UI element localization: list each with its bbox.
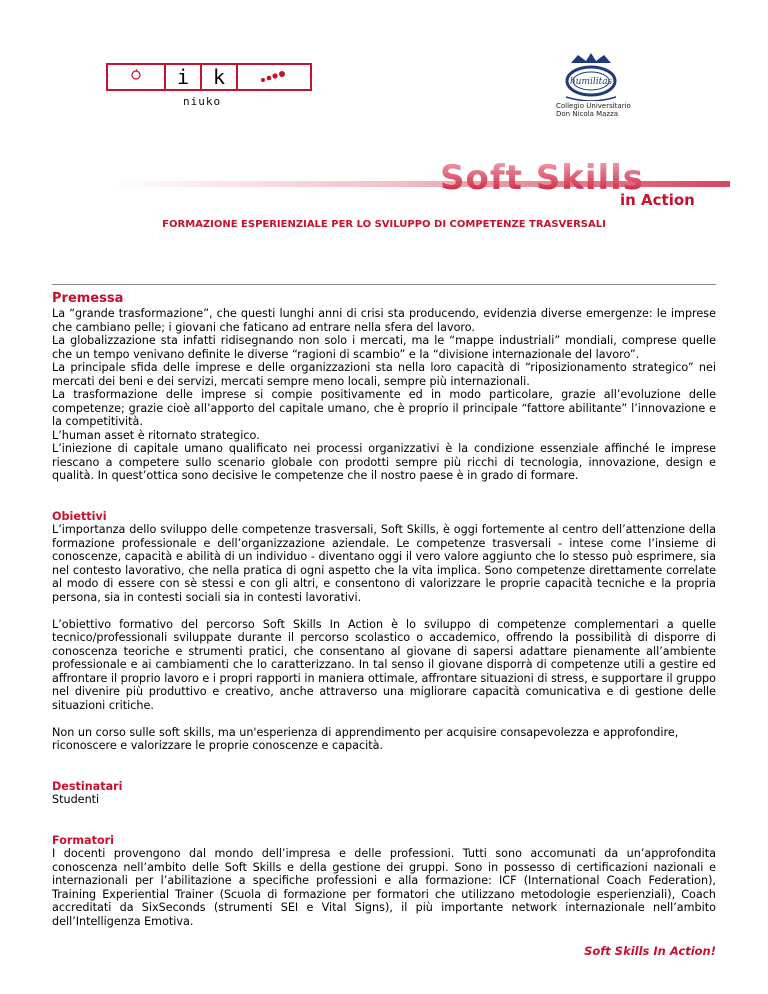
partner-logos: [106, 63, 312, 91]
logo-box-k: [202, 63, 238, 91]
formatori-text: I docenti provengono dal mondo dell’impresa e delle professioni. Tutti sono accomunati da un’approfondita conoscenza nell’ambito delle Soft Skills e della gestione dei gruppi. Sono in possesso di certificazioni nazionali e internazionali per l’abilitazione a specifiche professioni e alla formazione: ICF (International Coach Federation), Training Experiential Trainer (Scuola di formazione per formatori che utilizzano metodologie esperienziali), Coach accreditati da SixSeconds (strumenti SEI e Vital Signs), il più importante network internazionale nell’ambito dell’Intelligenza Emotiva.: [52, 847, 716, 928]
premessa-line-1: La “grande trasformazione”, che questi lunghi anni di crisi sta producendo, evidenzia diverse emergenze: le imprese che cambiano pelle; i giovani che faticano ad entrare nella sfera del lavoro.: [52, 307, 716, 334]
premessa-line-3: La principale sfida delle imprese e delle organizzazioni sta nella loro capacità di “riposizionamento strategico” nei mercati dei beni e dei servizi, mercati sempre meno locali, sempre più internazionali.: [52, 361, 716, 388]
banner-subtitle: in Action: [620, 191, 695, 207]
obiettivi-paragraph-1: L’importanza dello sviluppo delle competenze trasversali, Soft Skills, è oggi fortemente al centro dell’attenzione della formazione professionale e dell’organizzazione aziendale. Le competenze trasversali - intese come l’insieme di conoscenze, capacità e abilità di un individuo - diventano oggi il vero valore aggiunto che lo stesso può esprimere, sia nel contesto lavorativo, che nella pratica di ogni aspetto che la vita implica. Sono competenze direttamente correlate al modo di essere con sè stessi e con gli altri, e consentono di valorizzare le proprie capacità tecniche e la propria persona, sia in contesti sociali sia in contesti lavorativi.: [52, 523, 716, 604]
crown-crest-icon: [556, 53, 626, 101]
obiettivi-paragraph-2: L’obiettivo formativo del percorso Soft Skills In Action è lo sviluppo di competenze complementari a quelle tecnico/professionali sviluppate durante il percorso scolastico o accademico, offrendo la possibilità di disporre di conoscenza teoriche e strumenti pratici, che consentano al giovane di sapersi adattare pienamente all’ambiente professionale e ai cambiamenti che lo caratterizzano. In tal senso il giovane disporrà di competenze utili a gestire ed affrontare il proprio lavoro e i propri rapporti in maniera ottimale, affrontare situazioni di stress, e supportare il gruppo nel divenire più produttivo e creativo, anche attraverso una migliorare capacità comunicativa e di gestione delle situazioni critiche.: [52, 617, 716, 712]
document-title: FORMAZIONE ESPERIENZIALE PER LO SVILUPPO DI COMPETENZE TRASVERSALI: [162, 219, 606, 230]
apple-icon: [130, 68, 142, 80]
footer-tagline: Soft Skills In Action!: [584, 944, 716, 958]
premessa-heading: Premessa: [52, 291, 124, 306]
obiettivi-paragraph-3: Non un corso sulle soft skills, ma un'esperienza di apprendimento per acquisire consapevolezza e approfondire, riconoscere e valorizzare le proprie conoscenze e capacità.: [52, 725, 679, 752]
obiettivi-heading: Obiettivi: [52, 509, 107, 523]
premessa-line-2: La globalizzazione sta infatti ridisegnando non solo i mercati, ma le “mappe industriali” mondiali, comprese quelle che un tempo venivano definite le diverse “ragioni di scambio” e la “divisione internazionale del lavoro”.: [52, 334, 716, 361]
logo-box-i: [166, 63, 202, 91]
logo-box-1: [106, 63, 166, 91]
institution-name: [556, 102, 646, 118]
premessa-line-5: L’human asset è ritornato strategico.: [52, 428, 260, 442]
dots-logo-icon: [259, 70, 289, 84]
niuko-logo: niuko: [183, 95, 222, 108]
premessa-line-6: L’iniezione di capitale umano qualificato nei processi organizzativi è la condizione essenziale affinché le imprese riescano a competere sullo scenario globale con prodotti sempre più ricchi di tecnologia, innovazione, design e qualità. In quest’ottica sono decisive le competenze che il nostro paese è in grado di formare.: [52, 442, 716, 482]
banner-title: Soft Skills: [440, 158, 645, 198]
formatori-heading: Formatori: [52, 833, 114, 847]
emblem-word: humilitas: [569, 77, 613, 87]
soft-skills-banner: [110, 155, 730, 207]
document-body: [52, 290, 716, 928]
logo-letter-i: i: [176, 65, 190, 89]
horizontal-divider: [52, 284, 716, 285]
destinatari-heading: Destinatari: [52, 779, 123, 793]
logo-box-dots: [238, 63, 312, 91]
destinatari-text: Studenti: [52, 793, 100, 806]
logo-letter-k: k: [212, 65, 226, 89]
banner-graphic: [110, 155, 730, 207]
institution-line-2: Don Nicola Mazza: [556, 110, 619, 118]
institution-line-1: Collegio Universitario: [556, 102, 631, 110]
premessa-line-4: La trasformazione delle imprese si compie positivamente ed in modo particolare, grazie all’evoluzione delle competenze; grazie cioè all’apporto del capitale umano, che è proprio il principale “fattore abilitante” l’innovazione e la competitività.: [52, 388, 716, 428]
